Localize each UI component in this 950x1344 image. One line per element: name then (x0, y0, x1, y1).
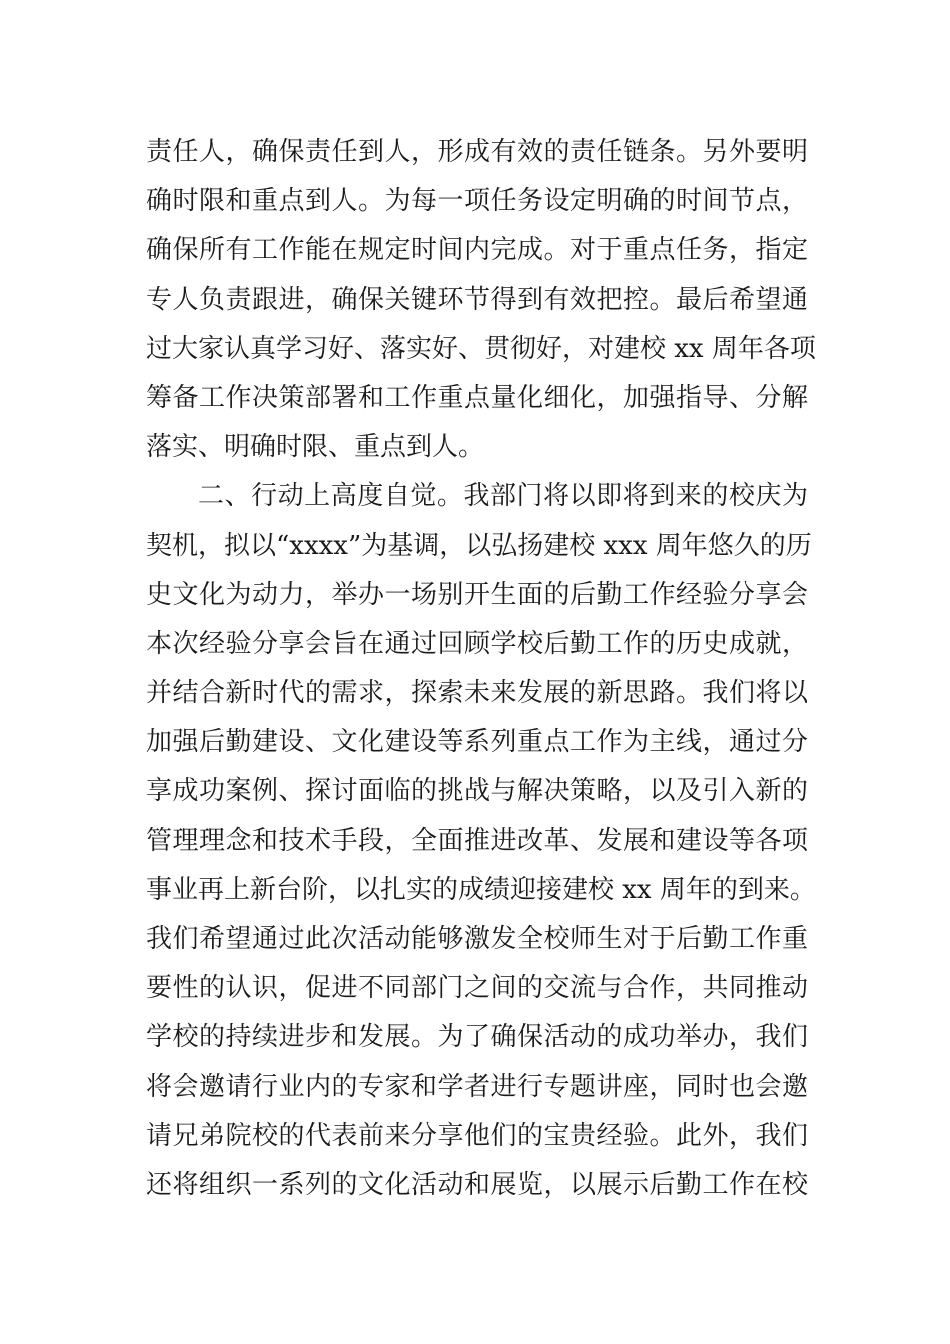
text-line: 本次经验分享会旨在通过回顾学校后勤工作的历史成就， (146, 628, 808, 659)
body-text (146, 128, 816, 1210)
text-line: 契机，拟以“xxxx”为基调，以弘扬建校 xxx 周年悠久的历 (146, 530, 812, 561)
text-line: 落实、明确时限、重点到人。 (146, 432, 485, 463)
text-line: 我们希望通过此次活动能够激发全校师生对于后勤工作重 (146, 924, 808, 954)
text-line: 确时限和重点到人。为每一项任务设定明确的时间节点， (146, 186, 808, 217)
text-line: 专人负责跟进，确保关键环节得到有效把控。最后希望通 (146, 284, 808, 315)
text-line: 史文化为动力，举办一场别开生面的后勤工作经验分享会 (146, 579, 808, 610)
paragraph-heading-line: 二、行动上高度自觉。我部门将以即将到来的校庆为 (198, 481, 808, 512)
text-line: 加强后勤建设、文化建设等系列重点工作为主线，通过分 (146, 727, 808, 758)
text-line: 还将组织一系列的文化活动和展览，以展示后勤工作在校 (146, 1169, 808, 1200)
text-line: 享成功案例、探讨面临的挑战与解决策略，以及引入新的 (146, 776, 808, 807)
text-line: 要性的认识，促进不同部门之间的交流与合作，共同推动 (146, 973, 808, 1004)
text-line: 过大家认真学习好、落实好、贯彻好，对建校 xx 周年各项 (146, 333, 816, 364)
text-line: 将会邀请行业内的专家和学者进行专题讲座，同时也会邀 (146, 1071, 808, 1102)
text-line: 确保所有工作能在规定时间内完成。对于重点任务，指定 (146, 235, 808, 266)
text-line: 请兄弟院校的代表前来分享他们的宝贵经验。此外，我们 (146, 1120, 808, 1151)
text-line: 学校的持续进步和发展。为了确保活动的成功举办，我们 (146, 1022, 808, 1053)
text-line: 筹备工作决策部署和工作重点量化细化，加强指导、分解 (146, 382, 808, 413)
text-line: 并结合新时代的需求，探索未来发展的新思路。我们将以 (146, 678, 808, 709)
text-line: 责任人，确保责任到人，形成有效的责任链条。另外要明 (146, 137, 808, 167)
text-line: 管理理念和技术手段，全面推进改革、发展和建设等各项 (146, 825, 808, 856)
text-line: 事业再上新台阶，以扎实的成绩迎接建校 xx 周年的到来。 (146, 874, 816, 905)
